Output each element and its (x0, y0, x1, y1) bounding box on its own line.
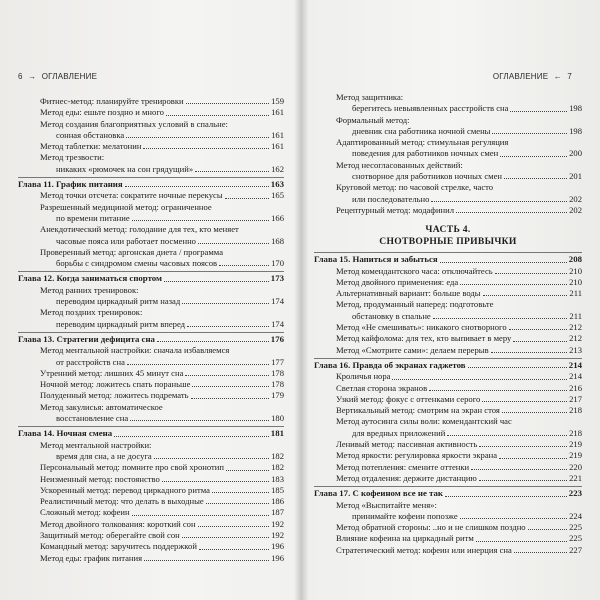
header-title: ОГЛАВЛЕНИЕ (492, 72, 549, 81)
entry-page-number: 187 (271, 507, 284, 518)
toc-entry (18, 553, 284, 564)
entry-page-number: 208 (568, 254, 582, 265)
entry-title: часовые пояса или работает посменно (56, 235, 196, 246)
entry-page-number: 217 (569, 393, 582, 404)
dot-leader (514, 551, 567, 553)
toc-entry (314, 194, 582, 205)
toc-list (18, 96, 284, 564)
entry-title: Метод ранних тренировок: (40, 284, 139, 295)
toc-entry (18, 507, 284, 518)
entry-title: Метод ментальной настройки: сначала избавляемся (40, 345, 230, 356)
dot-leader (429, 389, 567, 391)
toc-entry (18, 247, 284, 258)
dot-leader (127, 363, 269, 365)
dot-leader (199, 548, 269, 550)
entry-page-number: 220 (569, 461, 582, 472)
dot-leader (510, 110, 567, 112)
dot-leader (431, 200, 567, 202)
toc-entry (18, 130, 284, 141)
entry-title: берегитесь невыявленных расстройств сна (352, 103, 509, 114)
entry-title: Метод кайфолома: для тех, кто выпивает в меру (336, 333, 512, 344)
toc-entry (314, 405, 582, 416)
dot-leader (198, 242, 269, 244)
entry-title: Метод создания благоприятных условий в спальне: (40, 118, 228, 129)
dot-leader (440, 261, 567, 263)
toc-chapter-entry (18, 332, 284, 345)
dot-leader (499, 457, 567, 459)
entry-title: Фитнес-метод: планируйте тренировки (40, 96, 184, 106)
dot-leader (471, 468, 567, 470)
entry-title: снотворное для работников ночных смен (352, 171, 503, 182)
dot-leader (483, 294, 568, 296)
dot-leader (130, 419, 269, 421)
toc-entry (314, 416, 582, 427)
toc-entry (314, 148, 582, 159)
entry-page-number: 176 (270, 333, 284, 344)
entry-page-number: 210 (569, 276, 582, 287)
toc-entry (314, 450, 582, 461)
entry-page-number: 211 (569, 310, 582, 321)
toc-entry (18, 345, 284, 356)
dot-leader (157, 340, 269, 342)
entry-page-number: 212 (569, 322, 582, 333)
entry-title: Неизменный метод: постоянство (40, 473, 160, 484)
entry-page-number: 202 (569, 204, 582, 215)
entry-title: дневник сна работника ночной смены (352, 125, 491, 136)
entry-title: Метод ментальной настройки: (40, 439, 152, 450)
toc-chapter-entry (314, 486, 582, 499)
entry-page-number: 200 (569, 148, 582, 159)
dot-leader (212, 491, 269, 493)
toc-entry (18, 357, 284, 368)
entry-page-number: 161 (271, 141, 284, 152)
dot-leader (513, 340, 567, 342)
arrow-left-icon: ← (553, 72, 562, 81)
toc-entry (314, 299, 582, 310)
dot-leader (219, 264, 269, 266)
toc-entry (314, 500, 582, 511)
right-page (300, 0, 600, 600)
toc-entry (18, 379, 284, 390)
toc-entry (314, 311, 582, 322)
entry-page-number: 183 (271, 473, 284, 484)
toc-entry (18, 530, 284, 541)
entry-page-number: 192 (271, 529, 284, 540)
toc-chapter-entry (18, 426, 284, 439)
dot-leader (495, 272, 567, 274)
entry-page-number: 211 (569, 288, 582, 299)
toc-entry (314, 383, 582, 394)
dot-leader (187, 325, 269, 327)
dot-leader (460, 517, 567, 519)
entry-page-number: 213 (569, 344, 582, 355)
entry-title: Кроличья нора (336, 371, 391, 382)
entry-title: Светлая сторона экранов (336, 382, 428, 393)
dot-leader (164, 280, 269, 282)
entry-title: Метод «Смотрите сами»: делаем перерыв (336, 344, 489, 355)
entry-title: Метод поздних тренировок: (40, 307, 143, 318)
dot-leader (433, 317, 568, 319)
entry-title: Ускоренный метод: перевод циркадного ритма (40, 484, 210, 495)
entry-title: Проверенный метод: аргонская диета / программа (40, 246, 224, 257)
entry-title: Метод аутосинга силы воли: комендантский час (336, 416, 512, 427)
entry-title: Метод еды: график питания (40, 552, 143, 563)
toc-entry (314, 394, 582, 405)
entry-page-number: 227 (569, 544, 582, 555)
toc-entry (18, 224, 284, 235)
entry-page-number: 174 (271, 296, 284, 307)
toc-entry (18, 296, 284, 307)
entry-title: Сложный метод: кофеин (40, 507, 130, 518)
entry-page-number: 210 (569, 265, 582, 276)
entry-page-number: 192 (271, 518, 284, 529)
toc-entry (314, 115, 582, 126)
toc-entry (314, 428, 582, 439)
entry-title: Метод яркости: регулировка яркости экрана (336, 450, 498, 461)
entry-title: Глава 15. Напиться и забыться (314, 254, 438, 265)
entry-page-number: 225 (569, 522, 582, 533)
entry-page-number: 161 (271, 107, 284, 118)
entry-title: Круговой метод: по часовой стрелке, часто (336, 182, 494, 193)
dot-leader (182, 302, 269, 304)
entry-title: для вредных приложений (352, 427, 446, 438)
entry-page-number: 196 (271, 552, 284, 563)
entry-title: Метод обратной стороны: ..но и не слишком поздно (336, 522, 526, 533)
dot-leader (504, 177, 567, 179)
entry-title: Метод «Не смешивать»: никакого снотворного (336, 322, 507, 333)
entry-page-number: 202 (569, 193, 582, 204)
toc-entry (314, 137, 582, 148)
entry-title: Метод таблетки: мелатонин (40, 141, 142, 152)
entry-title: принимайте кофеин попозже (352, 510, 458, 521)
entry-title: Метод несогласованных действий: (336, 159, 463, 170)
toc-entry (18, 496, 284, 507)
dot-leader (195, 170, 269, 172)
entry-page-number: 201 (569, 171, 582, 182)
toc-entry (314, 288, 582, 299)
toc-entry (18, 213, 284, 224)
toc-entry (18, 319, 284, 330)
entry-title: Узкий метод: фокус с оттенками серого (336, 393, 481, 404)
dot-leader (500, 155, 567, 157)
entry-page-number: 180 (271, 413, 284, 424)
part-title: СНОТВОРНЫЕ ПРИВЫЧКИ (379, 235, 517, 247)
entry-title: Метод еды: ешьте поздно и много (40, 107, 164, 118)
dot-leader (479, 445, 567, 447)
dot-leader (114, 435, 269, 437)
dot-leader (502, 411, 567, 413)
entry-page-number: 161 (271, 129, 284, 140)
entry-page-number: 212 (569, 333, 582, 344)
toc-entry (314, 371, 582, 382)
toc-entry (18, 152, 284, 163)
toc-entry (314, 462, 582, 473)
entry-title: борьбы с синдромом смены часовых поясов (56, 258, 218, 269)
toc-entry (314, 103, 582, 114)
toc-entry (314, 171, 582, 182)
toc-entry (18, 368, 284, 379)
dot-leader (456, 211, 567, 213)
entry-title: Ночной метод: ложитесь спать пораньше (40, 379, 191, 390)
entry-title: Метод точки отсчета: сократите ночные перекусы (40, 190, 223, 201)
entry-page-number: 159 (271, 96, 284, 106)
dot-leader (143, 147, 269, 149)
toc-entry (314, 345, 582, 356)
entry-page-number: 214 (568, 359, 582, 370)
entry-title: Метод «Выспитайте меня»: (336, 499, 437, 510)
toc-entry (18, 440, 284, 451)
entry-page-number: 170 (271, 258, 284, 269)
toc-entry (18, 96, 284, 107)
entry-title: Командный метод: заручитесь поддержкой (40, 541, 197, 552)
entry-page-number: 178 (271, 379, 284, 390)
entry-page-number: 224 (569, 510, 582, 521)
dot-leader (192, 385, 269, 387)
entry-title: Персональный метод: помните про свой хронотип (40, 462, 225, 473)
entry-page-number: 168 (271, 235, 284, 246)
entry-page-number: 225 (569, 533, 582, 544)
entry-title: Ленивый метод: пассивная активность (336, 439, 478, 450)
dot-leader (125, 185, 269, 187)
toc-chapter-entry (314, 252, 582, 265)
entry-page-number: 214 (569, 371, 582, 382)
dot-leader (185, 374, 269, 376)
toc-entry (314, 333, 582, 344)
entry-page-number: 219 (569, 450, 582, 461)
toc-entry (18, 390, 284, 401)
toc-entry (314, 533, 582, 544)
part-heading (314, 224, 582, 247)
toc-chapter-entry (18, 177, 284, 190)
toc-entry (18, 485, 284, 496)
entry-title: Глава 14. Ночная смена (18, 428, 113, 439)
entry-page-number: 173 (270, 273, 284, 284)
entry-page-number: 221 (569, 472, 582, 483)
dot-leader (447, 434, 567, 436)
dot-leader (476, 540, 567, 542)
toc-entry (18, 258, 284, 269)
entry-page-number: 198 (569, 125, 582, 136)
entry-page-number: 198 (569, 103, 582, 114)
entry-title: Разрешенный медициной метод: ограниченное (40, 201, 212, 212)
entry-page-number: 216 (569, 382, 582, 393)
dot-leader (166, 114, 269, 116)
toc-entry (314, 473, 582, 484)
entry-title: Метод комендантского часа: отключайтесь (336, 265, 493, 276)
entry-page-number: 182 (271, 462, 284, 473)
entry-page-number: 162 (271, 163, 284, 174)
entry-page-number: 181 (270, 428, 284, 439)
toc-entry (18, 285, 284, 296)
entry-page-number: 163 (270, 179, 284, 190)
toc-entry (18, 190, 284, 201)
dot-leader (154, 457, 269, 459)
entry-page-number: 223 (568, 488, 582, 499)
right-page-header (493, 72, 572, 81)
entry-title: Метод закулисья: автоматическое (40, 401, 163, 412)
dot-leader (186, 102, 270, 104)
entry-title: обстановку в спальне (352, 310, 431, 321)
entry-page-number: 185 (271, 484, 284, 495)
toc-chapter-entry (18, 271, 284, 284)
entry-page-number: 218 (569, 405, 582, 416)
toc-group (314, 92, 582, 216)
toc-entry (18, 236, 284, 247)
toc-entry (314, 266, 582, 277)
entry-title: по времени питание (56, 212, 130, 223)
entry-title: Формальный метод: (336, 114, 410, 125)
entry-page-number: 182 (271, 450, 284, 461)
toc-entry (18, 307, 284, 318)
toc-entry (18, 451, 284, 462)
toc-entry (314, 126, 582, 137)
toc-entry (18, 202, 284, 213)
toc-group (314, 252, 582, 556)
dot-leader (144, 559, 269, 561)
dot-leader (482, 400, 567, 402)
entry-title: поведения для работников ночных смен (352, 148, 499, 159)
left-page-header (18, 72, 97, 81)
entry-page-number: 179 (271, 390, 284, 401)
entry-title: Утренний метод: лишних 45 минут сна (40, 367, 184, 378)
entry-title: переводим циркадный ритм назад (56, 296, 181, 307)
dot-leader (491, 351, 567, 353)
toc-entry (18, 107, 284, 118)
entry-title: Влияние кофеина на циркадный ритм (336, 533, 474, 544)
entry-title: Защитный метод: оберегайте свой сон (40, 529, 180, 540)
toc-entry (18, 541, 284, 552)
dot-leader (226, 469, 269, 471)
dot-leader (191, 397, 270, 399)
dot-leader (225, 197, 270, 199)
entry-title: Глава 17. С кофеином все не так (314, 488, 443, 499)
page-number: 7 (567, 72, 572, 81)
entry-title: Стратегический метод: кофеин или инерция сна (336, 544, 512, 555)
entry-title: Глава 11. График питания (18, 179, 123, 190)
entry-title: Метод отдаления: держите дистанцию (336, 472, 477, 483)
entry-page-number: 186 (271, 496, 284, 507)
entry-title: Рецептурный метод: модафинил (336, 204, 455, 215)
toc-entry (18, 164, 284, 175)
entry-title: Метод трезвости: (40, 152, 105, 163)
toc-entry (314, 545, 582, 556)
toc-chapter-entry (314, 358, 582, 371)
header-title: ОГЛАВЛЕНИЕ (41, 72, 98, 81)
entry-page-number: 166 (271, 212, 284, 223)
entry-page-number: 196 (271, 541, 284, 552)
entry-title: Альтернативный вариант: больше воды (336, 288, 481, 299)
entry-page-number: 174 (271, 318, 284, 329)
dot-leader (509, 328, 567, 330)
dot-leader (198, 525, 270, 527)
entry-title: Метод двойного толкования: короткий сон (40, 518, 196, 529)
entry-title: переводим циркадный ритм вперед (56, 318, 186, 329)
dot-leader (479, 479, 567, 481)
toc-entry (314, 205, 582, 216)
entry-page-number: 218 (569, 427, 582, 438)
dot-leader (492, 132, 567, 134)
toc-list (314, 92, 582, 556)
toc-entry (18, 413, 284, 424)
toc-entry (18, 462, 284, 473)
entry-title: или последовательно (352, 193, 430, 204)
dot-leader (182, 536, 269, 538)
toc-entry (314, 322, 582, 333)
entry-page-number: 178 (271, 367, 284, 378)
toc-entry (314, 277, 582, 288)
toc-entry (18, 474, 284, 485)
entry-title: Метод двойного применения: еда (336, 276, 459, 287)
entry-page-number: 219 (569, 439, 582, 450)
entry-title: Метод, продуманный наперед: подготовьте (336, 299, 494, 310)
part-number: ЧАСТЬ 4. (425, 224, 471, 236)
entry-title: никаких «рюмочек на сон грядущий» (56, 163, 194, 174)
arrow-right-icon: → (28, 72, 37, 81)
toc-entry (314, 92, 582, 103)
entry-title: Метод потепления: смените оттенки (336, 461, 470, 472)
toc-entry (314, 511, 582, 522)
entry-title: Метод защитника: (336, 92, 404, 102)
entry-title: сонная обстановка (56, 129, 125, 140)
entry-title: Вертикальный метод: смотрим на экран стоя (336, 405, 500, 416)
entry-title: Глава 16. Правда об экранах гаджетов (314, 359, 466, 370)
toc-entry (18, 119, 284, 130)
toc-entry (314, 182, 582, 193)
entry-title: время для сна, а не досуга (56, 450, 152, 461)
dot-leader (392, 378, 567, 380)
toc-entry (18, 402, 284, 413)
entry-title: Анекдотический метод: голодание для тех, кто меняет (40, 224, 239, 235)
entry-page-number: 165 (271, 190, 284, 201)
toc-entry (314, 522, 582, 533)
toc-entry (18, 141, 284, 152)
entry-title: Глава 12. Когда заниматься спортом (18, 273, 163, 284)
dot-leader (126, 136, 269, 138)
entry-title: Адаптированный метод: стимульная регуляция (336, 137, 509, 148)
dot-leader (132, 219, 269, 221)
dot-leader (468, 366, 567, 368)
entry-page-number: 177 (271, 356, 284, 367)
toc-entry (314, 160, 582, 171)
dot-leader (528, 528, 568, 530)
entry-title: восстановление сна (56, 413, 129, 424)
page-number: 6 (18, 72, 23, 81)
dot-leader (460, 283, 567, 285)
entry-title: Глава 13. Стратегии дефицита сна (18, 333, 155, 344)
entry-title: Полуденный метод: ложитесь подремать (40, 390, 189, 401)
entry-title: от расстройств сна (56, 356, 125, 367)
toc-entry (314, 439, 582, 450)
dot-leader (445, 495, 567, 497)
toc-entry (18, 519, 284, 530)
entry-title: Реалистичный метод: что делать в выходные (40, 496, 204, 507)
dot-leader (162, 480, 269, 482)
dot-leader (132, 514, 269, 516)
dot-leader (206, 502, 269, 504)
